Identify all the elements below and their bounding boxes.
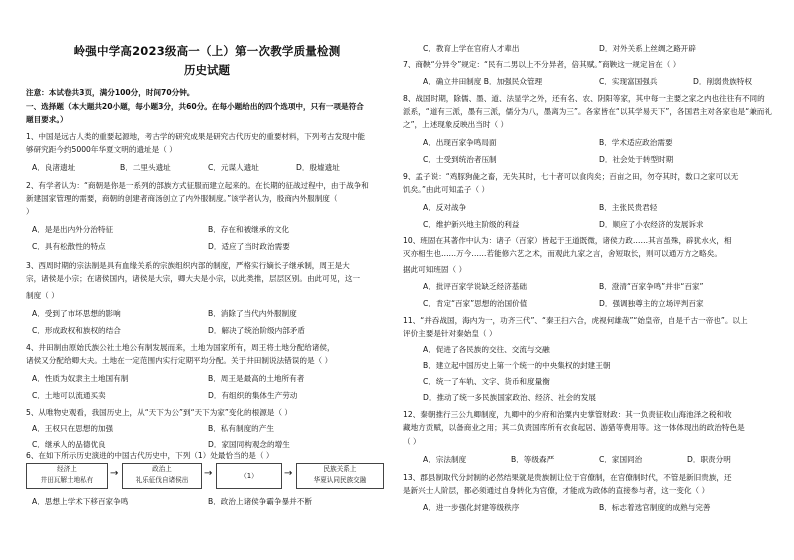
q1-option-a[interactable]: A．良渚遗址 [32,163,76,172]
question-13: 13、郡县制取代分封制的必然结果就是贵族制让位于官僚制，在官僚制时代，不管是新旧贵族，还 [403,473,732,482]
section-heading-cont: 题目要求。） [26,115,68,124]
q6-option-c[interactable]: C．教育上学在官府人才辈出 [423,44,520,53]
q11-option-a[interactable]: A．促进了各民族的交往、交流与交融 [423,345,550,354]
history-flow-diagram [26,463,386,489]
q5-option-c[interactable]: C．继承人的品德优良 [32,440,106,449]
flow-box-politics: 政治上 礼乐征伐自诸侯出 [122,463,202,489]
q3-option-b[interactable]: B．消除了当代内外服制度 [208,309,297,318]
q2-option-b[interactable]: B．存在和被继承的文化 [208,225,290,234]
q12-option-c[interactable]: C．家国同治 [599,455,643,464]
q9-option-d[interactable]: D．顺应了小农经济的发展诉求 [599,220,704,229]
q7-option-c[interactable]: C．实现富国强兵 [599,77,658,86]
q9-option-c[interactable]: C．维护新兴地主阶级的利益 [423,220,520,229]
q11-option-b[interactable]: B．建立起中国历史上第一个统一的中央集权的封建王朝 [423,361,611,370]
q6-option-a[interactable]: A．思想上学术下移百家争鸣 [32,497,129,506]
q7-option-ab[interactable]: A．确立井田制度 B．加强民众管理 [423,77,543,86]
q10-option-b[interactable]: B．澄清“百家争鸣”并非“百家” [599,282,704,291]
question-10: 10、班固在其著作中认为：诸子（百家）皆起于王道既微，诸侯力政……其言虽殊，辟犹水火，相 [403,236,732,245]
flow-box-blank: （1） [216,463,282,489]
q6-option-b[interactable]: B．政治上诸侯争霸争暴并不断 [208,497,312,506]
question-8-cont: 派系，“道有三派，墨有三派，儒分为八，墨离为三”。各家皆在“以其学易天下”，各国君主对各家也是“兼而礼 [403,107,772,116]
q3-option-d[interactable]: D．解决了统治阶级内部矛盾 [208,326,305,335]
q4-option-b[interactable]: B．周王是最高的土地所有者 [208,374,305,383]
q5-option-d[interactable]: D．家国同构观念的增生 [208,440,290,449]
question-2-cont: 新建国家管理的需要，商朝的创建者商汤创立了内外服制度。”该学者认为，殷商内外服制度（ [26,194,338,203]
question-11-cont: 评价主要是针对秦始皇（ ） [403,329,497,338]
q5-option-b[interactable]: B．私有制度的产生 [208,424,274,433]
question-4-cont: 诸侯又分配给卿大夫。土地在一定范围内实行定期平均分配。关于井田制说法错误的是（ ） [26,356,333,365]
q4-option-c[interactable]: C．土地可以流通买卖 [32,391,106,400]
q1-option-b[interactable]: B．二里头遗址 [120,163,171,172]
q2-option-a[interactable]: A．是是出内外分治特征 [32,225,114,234]
notice: 注意：本试卷共3页，满分100分，时间70分钟。 [26,88,195,97]
q8-option-a[interactable]: A．出现百家争鸣局面 [423,138,497,147]
question-4: 4、井田制由原始氏族公社土地公有制发展而来，土地为国家所有，周王将土地分配给诸侯， [26,343,335,352]
q10-option-a[interactable]: A．批评百家学说缺乏经济基础 [423,282,527,291]
question-12: 12、秦朝推行三公九卿制度，九卿中的少府和治粟内史掌管财政：其一负责征收山海池泽之税和收 [403,410,732,419]
question-5: 5、从唯物史观看，我国历史上，从“天下为公”到“天下为家”变化的根源是（ ） [26,408,292,417]
q1-option-d[interactable]: D．殷墟遗址 [296,163,340,172]
q11-option-c[interactable]: C．统一了车轨、文字、货币和度量衡 [423,377,550,386]
q4-option-d[interactable]: D．有组织的集体生产劳动 [208,391,298,400]
question-3: 3、西周时期的宗法制是具有血缘关系的宗族组织内部的制度，严格实行嫡长子继承制，周王是大 [26,261,350,270]
question-9: 9、孟子说：“鸡豚狗彘之畜，无失其时，七十者可以食肉矣；百亩之田，勿夺其时，数口之家可以无 [403,172,739,181]
q9-option-a[interactable]: A．反对战争 [423,203,467,212]
question-12-cont2: （ ） [403,437,421,446]
question-1-cont: 够研究距今约5000年华夏文明的遗址是（ ） [26,145,177,154]
q4-option-a[interactable]: A．性质为奴隶主土地国有制 [32,374,129,383]
q2-option-d[interactable]: D．适应了当时政治需要 [208,242,290,251]
q10-option-c[interactable]: C．肯定“百家”思想的治国价值 [423,299,528,308]
flow-arrow-icon: → [110,468,119,479]
section-heading: 一、选择题（本大题共20小题，每小题3分，共60分。在每小题给出的四个选项中，只有一项是符合 [26,102,364,111]
flow-arrow-icon: → [204,468,213,479]
q12-option-a[interactable]: A．宗法制度 [423,455,467,464]
q8-option-c[interactable]: C．士受到统治者压制 [423,155,497,164]
question-8-cont2: 之”，上述现象反映出当时（ ） [403,120,509,129]
q3-option-a[interactable]: A．受到了市坏思想的影响 [32,309,121,318]
question-3-cont: 宗，诸侯是小宗；在诸侯国内，诸侯是大宗，卿大夫是小宗，以此类推，层层区别。由此可见，这一 [26,274,361,283]
q8-option-b[interactable]: B．学术适应政治需要 [599,138,673,147]
exam-title: 岭强中学高2023级高一（上）第一次教学质量检测 [73,44,341,58]
question-13-cont: 是新兴士人阶层，都必须通过自身转化为官僚，才能成为政体的直接参与者，这一变化（ ） [403,486,710,495]
q8-option-d[interactable]: D．社会处于转型时期 [599,155,674,164]
q1-option-c[interactable]: C．元谋人遗址 [208,163,259,172]
q5-option-a[interactable]: A．王权只在思想的加强 [32,424,114,433]
q13-option-b[interactable]: B．标志着选官制度的成熟与完善 [599,503,711,512]
flow-box-ethnic: 民族关系上 华夏认同民族交融 [296,463,384,489]
exam-subtitle: 历史试题 [184,63,230,77]
question-11: 11、“并吞战国，海内为一，功齐三代”、“秦王扫六合，虎视何雄哉”“始皇帝，自是千古一帝也”。以上 [403,316,748,325]
question-10-cont2: 据此可知班固（ ） [403,265,467,274]
q9-option-b[interactable]: B．主张民贵君轻 [599,203,658,212]
question-1: 1、中国是远古人类的重要起源地，考古学的研究成果是研究古代历史的重要材料，下列考古发现中能 [26,132,365,141]
question-3-cont2: 制度（ ） [26,291,59,300]
right-page [397,0,794,560]
q2-option-c[interactable]: C．具有松散性的特点 [32,242,106,251]
q11-option-d[interactable]: D．推动了统一多民族国家政治、经济、社会的发展 [423,393,596,402]
question-6: 6、在如下所示历史演进的中国古代历史中，下列（1）处最恰当的是（ ） [26,451,274,460]
q12-option-d[interactable]: D．职责分明 [687,455,731,464]
q6-option-d[interactable]: D．对外关系上丝绸之路开辟 [599,44,696,53]
question-10-cont: 灭亦相生也……万今……若能修六艺之术，而观此九家之言，舍短取长，则可以通万方之略矣。 [403,249,722,258]
q10-option-d[interactable]: D．强调独尊主的立场评判百家 [599,299,704,308]
flow-box-economy: 经济上 井田瓦解土地私有 [26,463,108,489]
question-12-cont: 藏地方贡赋，以备商业之用；其二负责国库所有衣食起居、游猎等费用等。这一体体现出的政治特色是 [403,423,745,432]
question-9-cont: 饥矣。”由此可知孟子（ ） [403,185,490,194]
question-2-cont2: ） [26,207,34,216]
q7-option-d[interactable]: D．削弱贵族特权 [693,77,753,86]
question-7: 7、商鞅“分异令”规定：“民有二男以上不分异者，倍其赋。”商鞅这一规定旨在（ ） [403,60,681,69]
flow-arrow-icon: → [284,468,293,479]
q12-option-b[interactable]: B．等级森严 [511,455,555,464]
q13-option-a[interactable]: A．进一步强化封建等级秩序 [423,503,520,512]
question-2: 2、有学者认为：“商朝是你是一系列的部族方式征服而建立起来的。在长期的征战过程中，由于战争和 [26,181,369,190]
question-8: 8、战国时期，除儒、墨、道、法显学之外，还有名、农、阴阳等家，其中每一主要之家之内也往往有不同的 [403,94,765,103]
q3-option-c[interactable]: C．形成政权和族权的结合 [32,326,121,335]
